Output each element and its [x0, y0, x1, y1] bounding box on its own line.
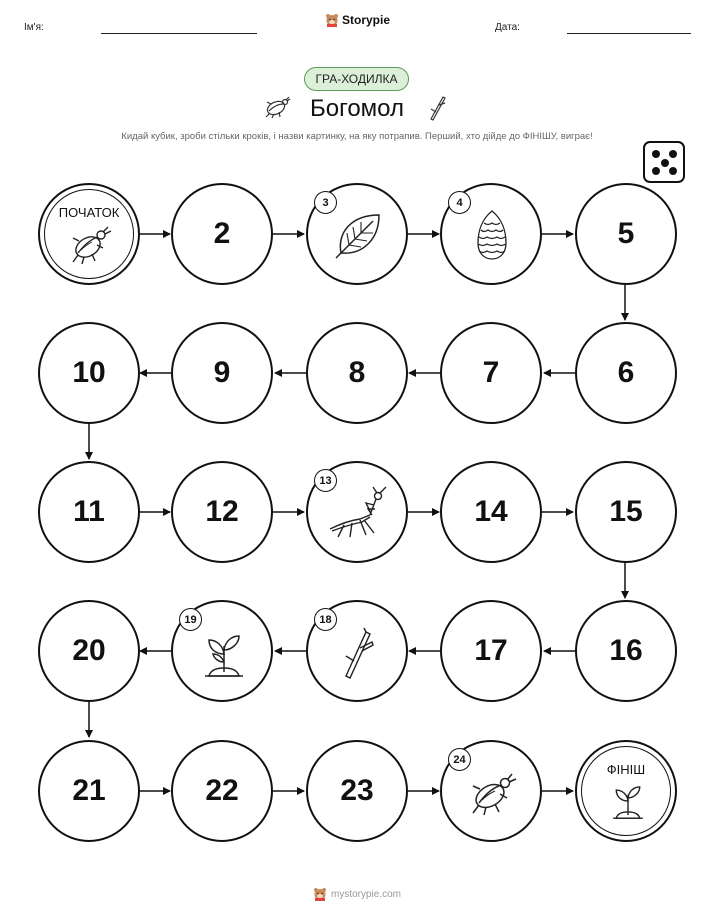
cell-number: 7	[482, 356, 500, 389]
cell-number-tag: 18	[314, 608, 337, 631]
bear-icon	[313, 887, 327, 901]
cell-number-tag: 24	[448, 748, 471, 771]
page-title: Богомол	[310, 95, 404, 122]
cell-number: 11	[73, 495, 105, 528]
cell-number: 6	[617, 356, 635, 389]
game-type-badge: ГРА-ХОДИЛКА	[304, 67, 409, 91]
cell-number: 5	[617, 217, 635, 250]
beetle-icon	[66, 223, 114, 267]
finish-label: ФІНІШ	[606, 762, 646, 777]
board-cell[interactable]	[575, 183, 677, 285]
board-cell[interactable]	[38, 600, 140, 702]
start-label: ПОЧАТОК	[58, 205, 120, 220]
cell-number-tag: 3	[314, 191, 337, 214]
date-label: Дата:	[495, 22, 520, 33]
board-cell[interactable]	[171, 461, 273, 563]
cell-number: 17	[474, 634, 508, 667]
cell-number: 8	[348, 356, 366, 389]
cell-number: 9	[213, 356, 231, 389]
board-cell[interactable]	[440, 461, 542, 563]
board-cell[interactable]	[575, 461, 677, 563]
cell-number: 22	[205, 774, 239, 807]
footer-url[interactable]: mystorypie.com	[330, 888, 401, 900]
brand-name: Storypie	[342, 13, 391, 27]
cell-number-tag: 19	[179, 608, 202, 631]
board-cell[interactable]	[171, 183, 273, 285]
mantis-icon	[326, 485, 392, 543]
beetle-icon	[466, 770, 520, 818]
footer	[0, 887, 714, 901]
board-cell[interactable]	[306, 740, 408, 842]
cell-number: 21	[72, 774, 106, 807]
board-cell[interactable]	[38, 740, 140, 842]
board-cell[interactable]	[575, 322, 677, 424]
cell-number: 14	[474, 495, 508, 528]
sprout-icon	[610, 780, 646, 822]
start-cell[interactable]	[38, 183, 140, 285]
board-cell[interactable]	[575, 600, 677, 702]
instructions: Кидай кубик, зроби стільки кроків, і назви картинку, на яку потрапив. Перший, хто дійде до ФІНІШУ, виграє!	[121, 131, 593, 142]
name-label: Ім'я:	[24, 22, 44, 33]
cell-number: 20	[72, 634, 106, 667]
sprout-icon	[201, 628, 247, 680]
cell-number: 23	[340, 774, 374, 807]
finish-cell[interactable]	[575, 740, 677, 842]
board-cell[interactable]	[440, 322, 542, 424]
board-cell[interactable]	[440, 600, 542, 702]
cell-number: 10	[72, 356, 106, 389]
cell-number: 15	[609, 495, 643, 528]
board-cell[interactable]	[38, 461, 140, 563]
leaf-icon	[333, 209, 385, 261]
twig-icon	[340, 626, 378, 680]
board-cell[interactable]	[38, 322, 140, 424]
cell-number-tag: 4	[448, 191, 471, 214]
cell-number: 16	[609, 634, 643, 667]
cell-number-tag: 13	[314, 469, 337, 492]
board-cell[interactable]	[171, 322, 273, 424]
cell-number: 2	[213, 217, 231, 250]
board-cell[interactable]	[306, 322, 408, 424]
cell-number: 12	[205, 495, 239, 528]
ootheca-icon	[474, 207, 510, 263]
board-cell[interactable]	[171, 740, 273, 842]
